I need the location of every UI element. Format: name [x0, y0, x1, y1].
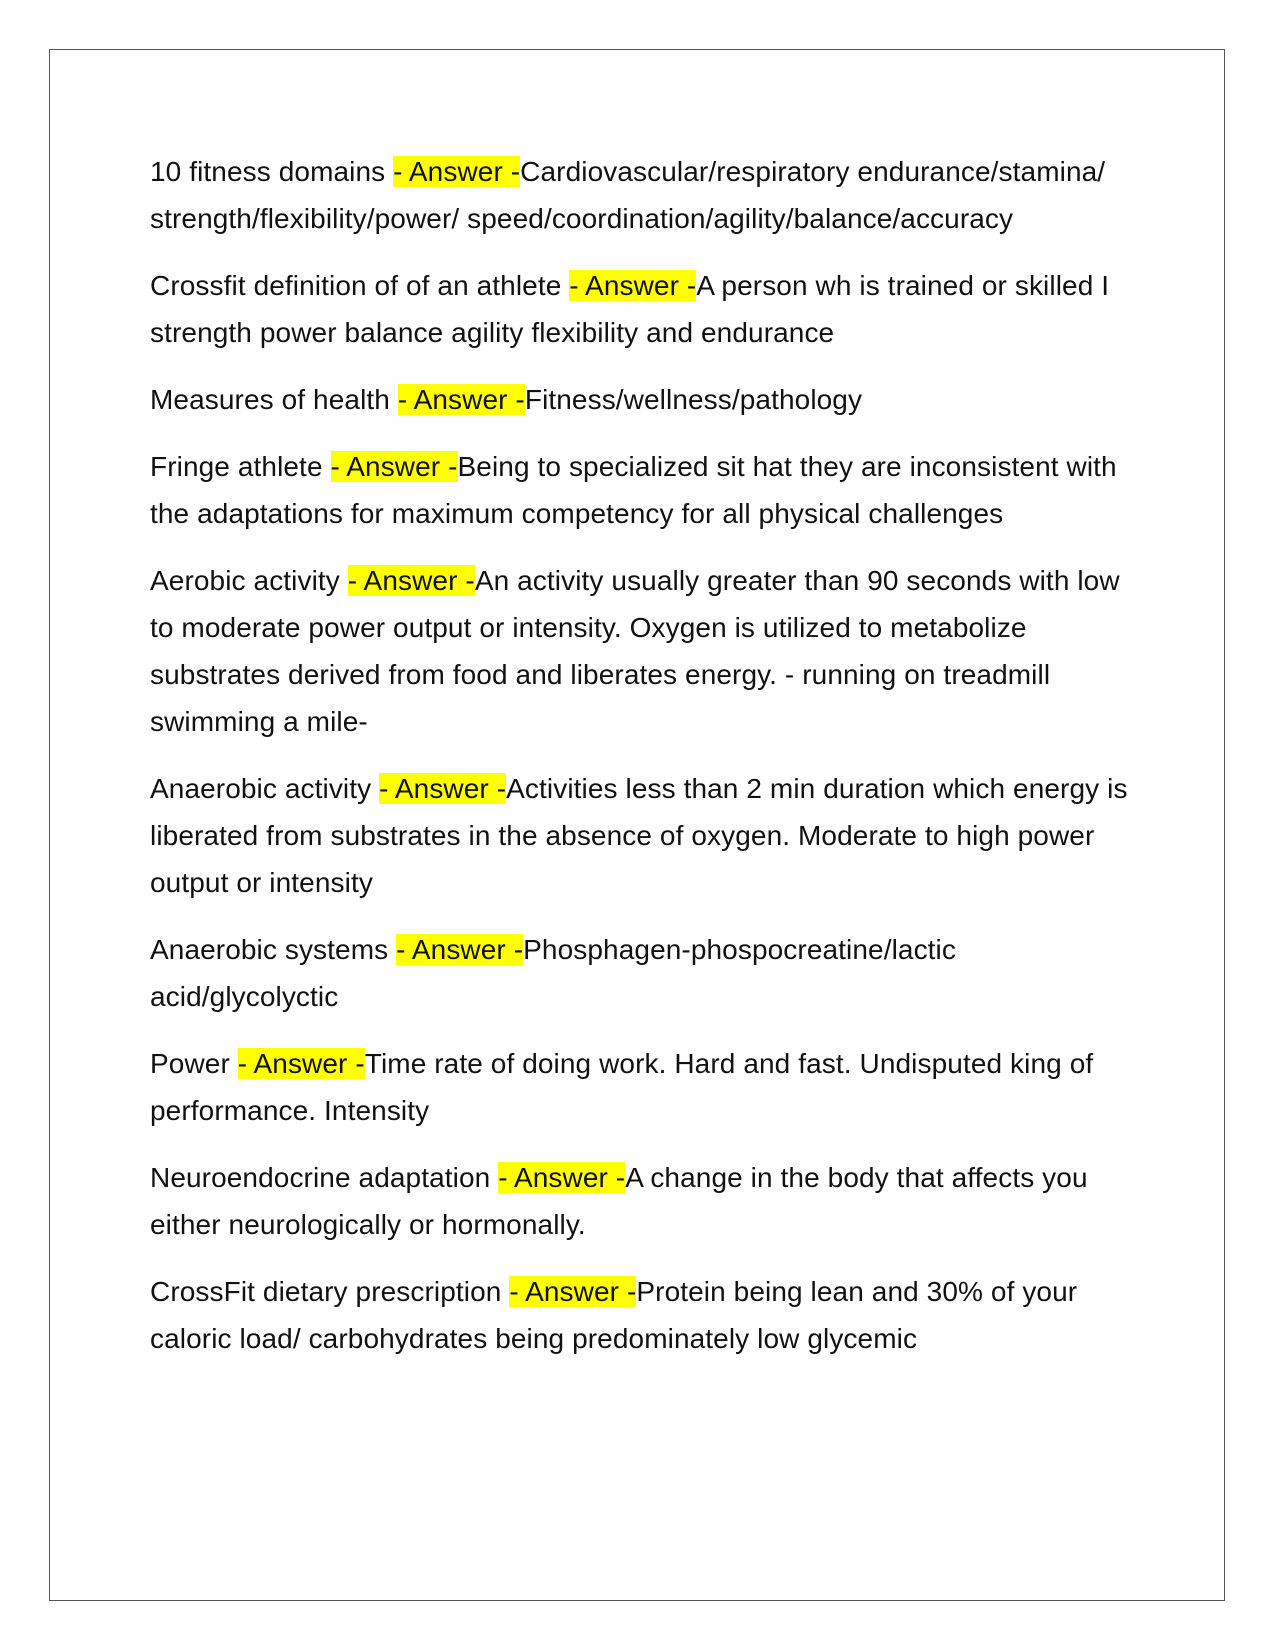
- entry-answer: A person wh is trained or skilled I strength power balance agility flexibility and endurance: [150, 270, 1110, 348]
- answer-separator: - Answer -: [347, 565, 475, 596]
- answer-separator: - Answer -: [396, 934, 524, 965]
- entry-answer: Activities less than 2 min duration which energy is liberated from substrates in the absence of oxygen. Moderate to high power output or intensity: [150, 773, 1128, 898]
- entry-term: Anaerobic systems: [150, 934, 397, 965]
- entry-term: Fringe athlete: [150, 451, 331, 482]
- entry-answer: An activity usually greater than 90 seconds with low to moderate power output or intensity. Oxygen is utilized to metabolize substrates derived from food and liberates energy. - running on treadmill swimming a mile-: [150, 565, 1120, 737]
- entry-answer: Phosphagen-phospocreatine/lactic acid/glycolyctic: [150, 934, 956, 1012]
- entry-term: Crossfit definition of of an athlete: [150, 270, 570, 301]
- entry-9: [150, 1154, 1140, 1248]
- entry-10: [150, 1268, 1140, 1362]
- entry-term: Neuroendocrine adaptation: [150, 1162, 499, 1193]
- entry-term: Aerobic activity: [150, 565, 348, 596]
- answer-separator: - Answer -: [393, 156, 521, 187]
- entry-answer: Fitness/wellness/pathology: [524, 384, 863, 415]
- answer-separator: - Answer -: [397, 384, 525, 415]
- entry-5: [150, 557, 1140, 745]
- entry-2: [150, 262, 1140, 356]
- entry-answer: Cardiovascular/respiratory endurance/stamina/ strength/flexibility/power/ speed/coordination/agility/balance/accuracy: [150, 156, 1106, 234]
- entry-term: Power: [150, 1048, 238, 1079]
- answer-separator: - Answer -: [509, 1276, 637, 1307]
- entry-answer: Time rate of doing work. Hard and fast. Undisputed king of performance. Intensity: [150, 1048, 1094, 1126]
- entry-term: 10 fitness domains: [150, 156, 394, 187]
- entry-7: [150, 926, 1140, 1020]
- entry-answer: Protein being lean and 30% of your caloric load/ carbohydrates being predominately low glycemic: [150, 1276, 1078, 1354]
- flashcard-list: [150, 148, 1140, 1382]
- entry-1: [150, 148, 1140, 242]
- answer-separator: - Answer -: [237, 1048, 365, 1079]
- entry-6: [150, 765, 1140, 906]
- answer-separator: - Answer -: [569, 270, 697, 301]
- entry-answer: Being to specialized sit hat they are inconsistent with the adaptations for maximum competency for all physical challenges: [150, 451, 1117, 529]
- entry-term: Anaerobic activity: [150, 773, 380, 804]
- entry-term: CrossFit dietary prescription: [150, 1276, 510, 1307]
- entry-3: [150, 376, 1140, 423]
- entry-answer: A change in the body that affects you either neurologically or hormonally.: [150, 1162, 1088, 1240]
- entry-term: Measures of health: [150, 384, 398, 415]
- answer-separator: - Answer -: [330, 451, 458, 482]
- entry-4: [150, 443, 1140, 537]
- entry-8: [150, 1040, 1140, 1134]
- answer-separator: - Answer -: [498, 1162, 626, 1193]
- answer-separator: - Answer -: [379, 773, 507, 804]
